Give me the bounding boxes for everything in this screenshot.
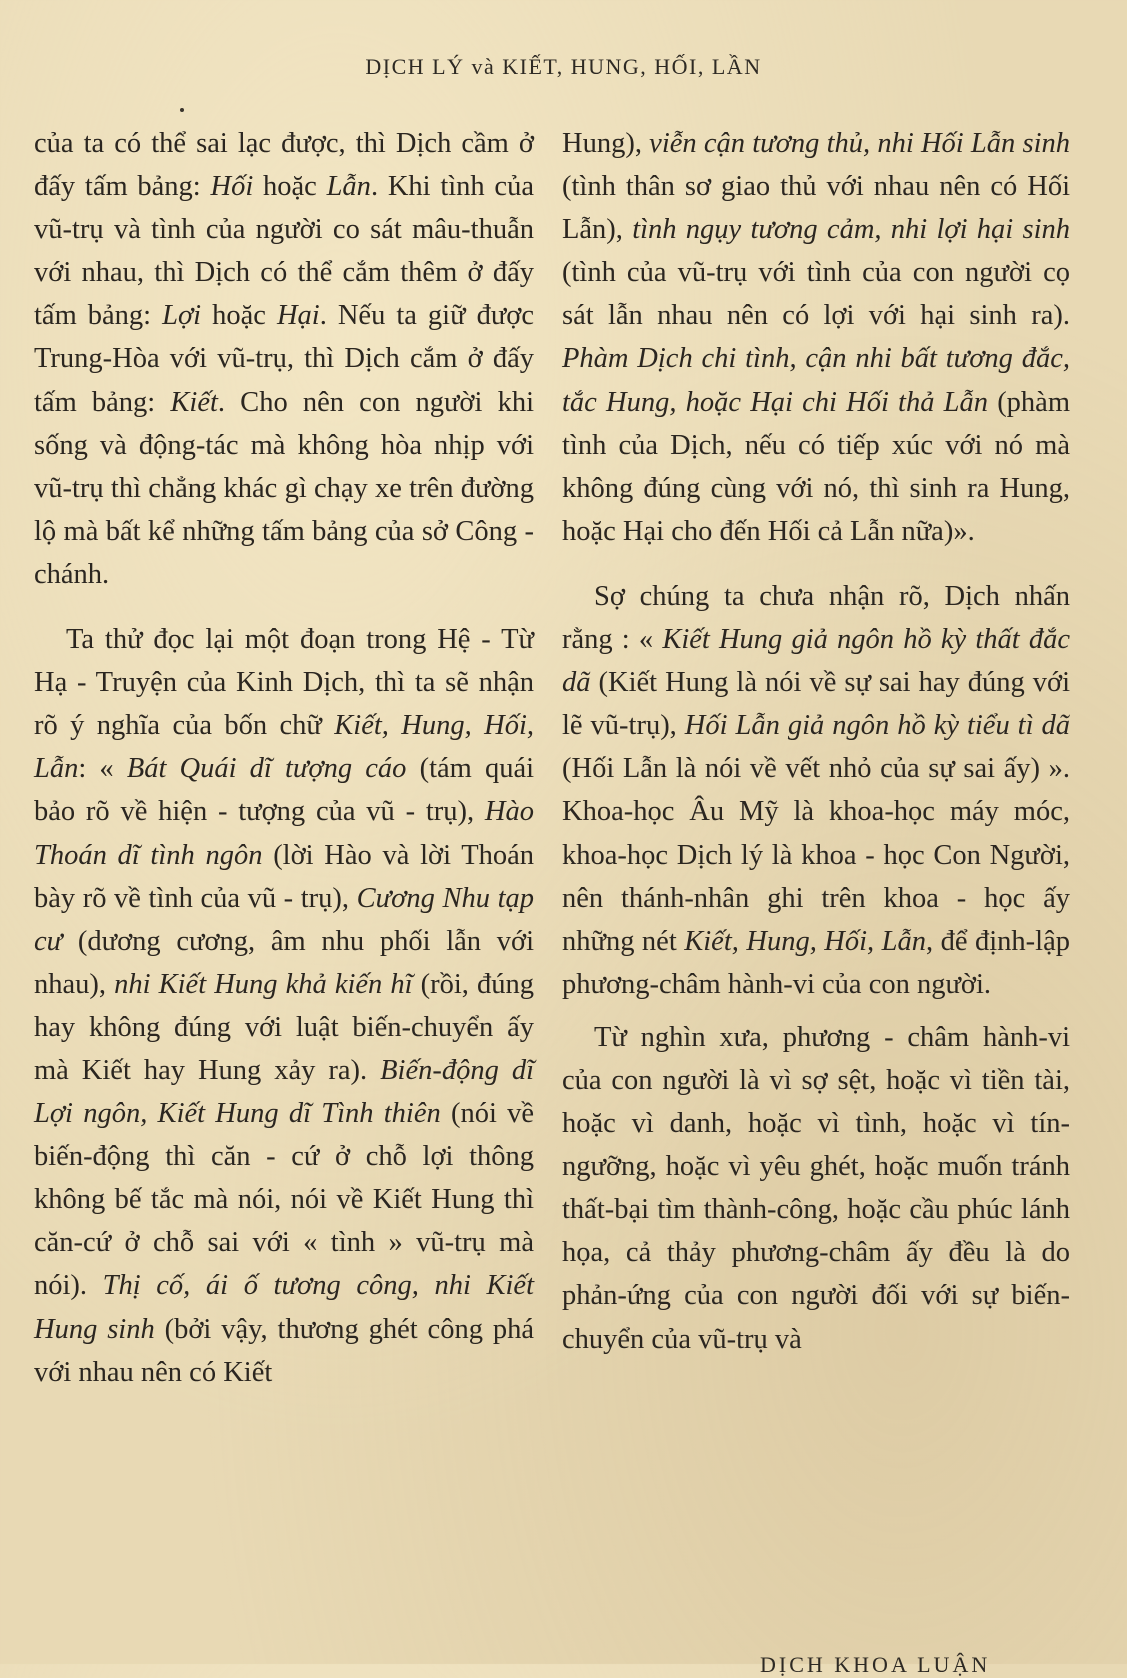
text-run: của ta có thể sai lạc được, thì Dịch cầm ở đấy tấm bảng: bbox=[34, 128, 534, 203]
text-run: Ta thử đọc lại một đoạn trong Hệ - Từ Hạ - Truyện của Kinh Dịch, thì ta sẽ nhận rõ ý nghĩa của bốn chữ bbox=[34, 624, 534, 742]
text-run: Từ nghìn xưa, phương - châm hành-vi của con người là vì sợ sệt, hoặc vì tiền tài, hoặc vì danh, hoặc vì tình, hoặc vì tín-ngưỡng, hoặc vì yêu ghét, hoặc muốn tránh thất-bại tìm thành-công, hoặc cầu phúc lánh họa, cả thảy phương-châm ấy đều là do phản-ứng của con người đối với sự biến-chuyển của vũ-trụ và bbox=[562, 1021, 1070, 1355]
text-run: (tám quái bảo rõ về hiện - tượng của vũ - trụ), bbox=[34, 753, 535, 828]
italic-term: viễn cận tương thủ, nhi Hối Lẫn sinh bbox=[649, 128, 1070, 159]
text-run: . Nếu ta giữ được Trung-Hòa với vũ-trụ, thì Dịch cắm ở đấy tấm bảng: bbox=[34, 300, 534, 418]
right-column bbox=[562, 122, 1070, 1361]
paragraph bbox=[34, 122, 534, 596]
text-run: (Hối Lẫn là nói về vết nhỏ của sự sai ấy) ». Khoa-học Âu Mỹ là khoa-học máy móc, khoa-học Dịch lý là khoa - học Con Người, nên thánh-nhân ghi trên khoa - học ấy những nét bbox=[562, 753, 1070, 957]
italic-term: Bát Quái dĩ tượng cáo bbox=[126, 753, 407, 785]
italic-term: Kiết, Hung, Hối, Lẫn bbox=[34, 710, 534, 785]
text-run: (phàm tình của Dịch, nếu có tiếp xúc với nó mà không đúng cùng với nó, thì sinh ra Hung, hoặc Hại cho đến Hối cả Lẫn nữa)». bbox=[562, 386, 1071, 547]
italic-term: Hào Thoán dĩ tình ngôn bbox=[34, 796, 534, 871]
footer-fragment: DỊCH KHOA LUẬN bbox=[760, 1652, 991, 1677]
italic-term: Hại bbox=[276, 300, 320, 332]
italic-term: Biến-động dĩ Lợi ngôn, Kiết Hung dĩ Tình thiên bbox=[34, 1054, 535, 1130]
paragraph bbox=[34, 618, 534, 1394]
text-run: Hung), bbox=[562, 128, 650, 159]
italic-term: Kiết bbox=[170, 386, 218, 418]
paragraph bbox=[562, 122, 1070, 553]
italic-term: Hối Lẫn giả ngôn hồ kỳ tiểu tì dã bbox=[684, 710, 1070, 742]
text-run: (Kiết Hung là nói về sự sai hay đúng với lẽ vũ-trụ), bbox=[562, 667, 1070, 742]
text-run: (nói về biến-động thì căn - cứ ở chỗ lợi thông không bế tắc mà nói, nói về Kiết Hung thì căn-cứ ở chỗ sai với « tình » vũ-trụ mà nói). bbox=[34, 1098, 534, 1302]
italic-term: Lẫn bbox=[326, 171, 371, 203]
text-run: (rồi, đúng hay không đúng với luật biến-chuyển ấy mà Kiết hay Hung xảy ra). bbox=[34, 968, 535, 1086]
italic-term: tình ngụy tương cảm, nhi lợi hại sinh bbox=[632, 214, 1070, 246]
text-run: (bởi vậy, thương ghét công phá với nhau nên có Kiết bbox=[34, 1313, 534, 1388]
text-run: (tình của vũ-trụ với tình của con người cọ sát lẫn nhau nên có lợi với hại sinh ra). bbox=[562, 257, 1070, 332]
italic-term: Phàm Dịch chi tình, cận nhi bất tương đắc, tắc Hung, hoặc Hại chi Hối thả Lẫn bbox=[562, 343, 1070, 418]
text-run: . Khi tình của vũ-trụ và tình của người co sát mâu-thuẫn với nhau, thì Dịch có thể cắm thêm ở đấy tấm bảng: bbox=[34, 171, 534, 332]
italic-term: nhi Kiết Hung khả kiến hĩ bbox=[114, 968, 413, 1000]
italic-term: Thị cố, ái ố tương công, nhi Kiết Hung sinh bbox=[34, 1270, 534, 1345]
italic-term: Lợi bbox=[162, 300, 202, 332]
italic-term: Kiết, Hung, Hối, Lẫn bbox=[684, 925, 927, 957]
italic-term: Cương Nhu tạp cư bbox=[34, 882, 534, 957]
text-run: : « bbox=[78, 753, 127, 785]
running-header: DỊCH LÝ và KIẾT, HUNG, HỐI, LẦN bbox=[365, 54, 762, 79]
text-run: (lời Hào và lời Thoán bày rõ về tình của vũ - trụ), bbox=[34, 839, 534, 914]
text-run: (dương cương, âm nhu phối lẫn với nhau), bbox=[34, 925, 534, 1000]
text-run: . Cho nên con người khi sống và động-tác mà không hòa nhịp với vũ-trụ thì chẳng khác gì chạy xe trên đường lộ mà bất kể những tấm bảng của sở Công - chánh. bbox=[34, 386, 534, 590]
left-column bbox=[34, 122, 534, 1394]
text-run: hoặc bbox=[201, 300, 277, 332]
ink-speck bbox=[180, 108, 184, 112]
italic-term: Hối bbox=[210, 171, 254, 203]
paragraph bbox=[562, 575, 1070, 1006]
text-run: Sợ chúng ta chưa nhận rõ, Dịch nhấn rằng : « bbox=[562, 580, 1070, 656]
text-run: (tình thân sơ giao thủ với nhau nên có Hối Lẫn), bbox=[562, 171, 1070, 246]
text-run: hoặc bbox=[253, 171, 327, 203]
italic-term: Kiết Hung giả ngôn hồ kỳ thất đắc dã bbox=[562, 624, 1071, 699]
paragraph bbox=[562, 1016, 1070, 1361]
text-run: , để định-lập phương-châm hành-vi của con người. bbox=[562, 925, 1070, 1000]
